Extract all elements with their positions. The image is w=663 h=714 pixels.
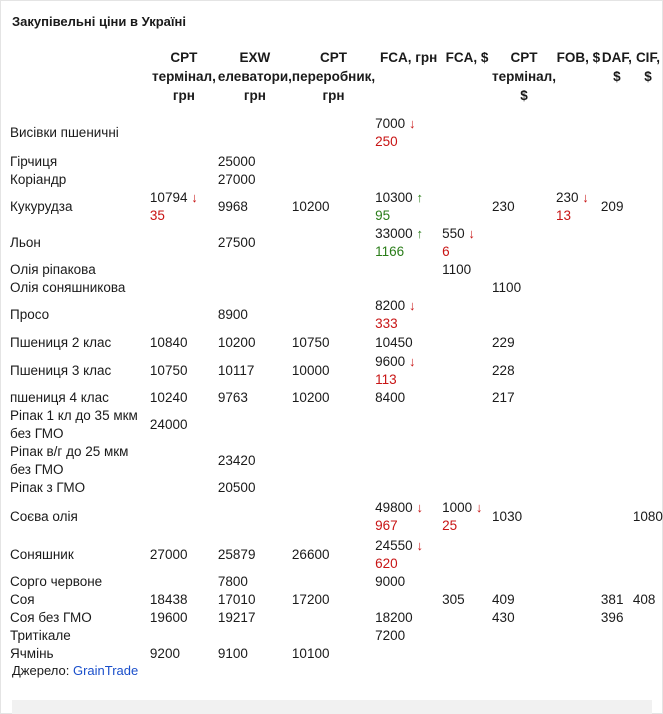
product-name: Ріпак 1 кл до 35 мкм без ГМО — [10, 408, 138, 441]
price-cell — [633, 171, 663, 189]
price-cell — [375, 479, 442, 497]
price-cell — [150, 497, 218, 537]
product-name: пшениця 4 клас — [10, 390, 109, 405]
price-cell — [150, 627, 218, 645]
table-row — [10, 153, 663, 171]
price-cell: 9763 — [217, 390, 248, 405]
price-change: 250 — [375, 134, 398, 149]
price-change: 13 — [555, 208, 571, 223]
price-cell — [292, 261, 375, 279]
price-cell — [556, 171, 601, 189]
table-row — [10, 645, 663, 663]
price-cell: 1030 — [492, 509, 523, 524]
price-cell — [375, 297, 442, 333]
price-cell: 228 — [492, 363, 515, 378]
price-cell: 23420 — [217, 453, 256, 468]
price-cell: 25000 — [217, 154, 256, 169]
price-cell — [442, 627, 492, 645]
price-cell — [601, 537, 633, 573]
product-name: Тритікале — [10, 628, 71, 643]
header-cell: CIF, $ — [635, 50, 660, 84]
price-cell — [601, 389, 633, 407]
price-change: 25 — [442, 518, 458, 533]
price-cell — [292, 171, 375, 189]
price-cell — [375, 537, 442, 573]
price-cell — [601, 261, 633, 279]
price-cell — [601, 153, 633, 171]
price-cell — [375, 443, 442, 479]
price-cell: 381 — [600, 592, 624, 607]
table-row — [10, 537, 663, 573]
price-cell — [375, 497, 442, 537]
price-value: 230 — [555, 190, 579, 205]
price-cell — [442, 407, 492, 443]
price-cell — [292, 609, 375, 627]
price-cell — [556, 627, 601, 645]
price-cell — [150, 261, 218, 279]
price-cell — [292, 297, 375, 333]
price-cell — [375, 225, 442, 261]
price-cell: 27000 — [217, 172, 256, 187]
table-body — [10, 113, 663, 663]
price-cell: 19217 — [217, 610, 256, 625]
price-cell: 209 — [600, 199, 624, 214]
price-cell: 430 — [492, 610, 515, 625]
price-cell: 217 — [492, 390, 515, 405]
price-cell — [556, 297, 601, 333]
table-row — [10, 261, 663, 279]
arrow-down-icon: ↓ — [408, 116, 416, 131]
price-cell: 18200 — [375, 610, 413, 625]
price-cell — [375, 153, 442, 171]
price-cell — [442, 497, 492, 537]
price-value: 550 — [442, 226, 465, 241]
price-cell — [601, 353, 633, 389]
price-cell — [442, 389, 492, 407]
price-cell — [375, 279, 442, 297]
price-cell — [150, 225, 218, 261]
price-cell — [442, 297, 492, 333]
price-cell: 10200 — [291, 390, 330, 405]
product-name: Пшениця 2 клас — [10, 335, 112, 350]
source-label: Джерело: — [12, 663, 70, 678]
arrow-up-icon: ↑ — [416, 226, 423, 241]
price-cell — [492, 153, 556, 171]
price-cell — [150, 113, 218, 153]
price-change: 620 — [375, 556, 398, 571]
price-cell — [442, 443, 492, 479]
product-name: Ріпак з ГМО — [10, 480, 86, 495]
price-cell — [601, 497, 633, 537]
price-cell — [556, 189, 601, 225]
price-cell — [633, 297, 663, 333]
price-cell — [556, 333, 601, 353]
price-cell — [556, 407, 601, 443]
table-row — [10, 407, 663, 443]
price-cell — [442, 189, 492, 225]
price-cell — [601, 279, 633, 297]
product-name: Льон — [10, 235, 41, 250]
arrow-down-icon: ↓ — [408, 354, 416, 369]
price-cell: 10750 — [149, 363, 188, 378]
price-cell — [442, 537, 492, 573]
price-change: 333 — [375, 316, 398, 331]
price-cell: 10750 — [291, 335, 330, 350]
price-cell — [601, 645, 633, 663]
product-name: Коріандр — [10, 172, 67, 187]
price-cell — [556, 225, 601, 261]
price-cell — [556, 591, 601, 609]
table-row — [10, 573, 663, 591]
price-value: 24550 — [375, 538, 413, 553]
price-cell — [633, 261, 663, 279]
price-cell — [150, 189, 218, 225]
price-cell — [375, 645, 442, 663]
price-change: 113 — [375, 372, 397, 387]
arrow-down-icon: ↓ — [416, 500, 423, 515]
price-cell — [442, 645, 492, 663]
price-value: 7000 — [375, 116, 406, 131]
product-name: Сорго червоне — [10, 574, 103, 589]
product-name: Ріпак в/г до 25 мкм без ГМО — [10, 444, 129, 477]
arrow-down-icon: ↓ — [468, 226, 475, 241]
price-cell — [492, 573, 556, 591]
price-cell: 1100 — [442, 262, 472, 277]
price-change: 35 — [149, 208, 165, 223]
price-cell: 9968 — [217, 199, 248, 214]
price-cell — [375, 189, 442, 225]
price-cell — [492, 443, 556, 479]
price-cell — [633, 225, 663, 261]
price-cell — [150, 153, 218, 171]
price-cell: 26600 — [291, 547, 330, 562]
price-cell — [218, 279, 292, 297]
price-cell — [633, 279, 663, 297]
price-cell: 7800 — [217, 574, 248, 589]
price-cell — [556, 389, 601, 407]
arrow-down-icon: ↓ — [408, 298, 416, 313]
price-cell — [442, 113, 492, 153]
price-cell — [633, 479, 663, 497]
price-cell — [292, 479, 375, 497]
price-cell — [601, 225, 633, 261]
price-cell: 10200 — [217, 335, 256, 350]
price-cell: 27500 — [217, 235, 256, 250]
table-row — [10, 189, 663, 225]
price-cell — [556, 113, 601, 153]
price-cell — [492, 261, 556, 279]
price-cell — [218, 261, 292, 279]
price-change: 1166 — [375, 244, 405, 259]
price-cell — [601, 113, 633, 153]
table-row — [10, 353, 663, 389]
price-cell: 9200 — [149, 646, 180, 661]
price-cell — [442, 609, 492, 627]
product-name: Олія ріпакова — [10, 262, 96, 277]
price-cell: 10840 — [149, 335, 188, 350]
price-cell — [556, 645, 601, 663]
table-row — [10, 497, 663, 537]
product-name: Гірчиця — [10, 154, 58, 169]
price-cell — [601, 573, 633, 591]
table-row — [10, 113, 663, 153]
price-cell — [601, 479, 633, 497]
price-cell: 229 — [492, 335, 515, 350]
price-cell — [633, 609, 663, 627]
table-row — [10, 627, 663, 645]
price-cell — [375, 261, 442, 279]
price-cell: 10117 — [217, 363, 255, 378]
table-row — [10, 609, 663, 627]
header-cell: CPT переробник, грн — [291, 50, 376, 103]
price-cell: 17010 — [217, 592, 256, 607]
table-row — [10, 225, 663, 261]
price-cell — [492, 113, 556, 153]
price-cell — [633, 389, 663, 407]
price-value: 1000 — [442, 500, 473, 515]
price-cell — [492, 537, 556, 573]
price-cell: 20500 — [217, 480, 256, 495]
price-cell — [633, 537, 663, 573]
arrow-down-icon: ↓ — [475, 500, 483, 515]
price-value: 8200 — [375, 298, 406, 313]
price-cell: 25879 — [217, 547, 256, 562]
price-cell — [556, 479, 601, 497]
table-row — [10, 591, 663, 609]
price-cell: 8400 — [375, 390, 406, 405]
price-cell — [442, 279, 492, 297]
price-cell — [633, 627, 663, 645]
price-cell — [292, 279, 375, 297]
price-cell: 9100 — [217, 646, 248, 661]
price-cell — [492, 225, 556, 261]
price-cell — [601, 297, 633, 333]
price-cell — [442, 225, 492, 261]
price-change: 95 — [375, 208, 391, 223]
header-cell: DAF, $ — [601, 50, 632, 84]
price-cell — [492, 479, 556, 497]
header-cell: FOB, $ — [556, 50, 601, 65]
price-cell — [442, 573, 492, 591]
price-cell — [601, 627, 633, 645]
price-cell: 396 — [600, 610, 624, 625]
price-cell: 10240 — [149, 390, 188, 405]
price-cell: 409 — [492, 592, 515, 607]
product-name: Кукурудза — [10, 199, 73, 214]
price-cell — [150, 297, 218, 333]
price-cell — [375, 171, 442, 189]
price-cell: 18438 — [149, 592, 188, 607]
source-line — [12, 663, 138, 678]
price-cell — [601, 443, 633, 479]
price-change: 967 — [375, 518, 398, 533]
price-cell — [292, 153, 375, 171]
price-cell — [556, 279, 601, 297]
price-cell — [492, 407, 556, 443]
header-cell: FCA, $ — [445, 50, 489, 65]
price-cell — [442, 353, 492, 389]
price-change: 6 — [442, 244, 450, 259]
price-cell — [492, 171, 556, 189]
price-cell: 19600 — [149, 610, 188, 625]
table-row — [10, 389, 663, 407]
table-row — [10, 279, 663, 297]
price-cell — [633, 333, 663, 353]
price-value: 10300 — [375, 190, 413, 205]
price-cell: 10000 — [291, 363, 330, 378]
page-title: Закупівельні ціни в Україні — [12, 14, 187, 29]
price-cell — [556, 573, 601, 591]
price-cell — [556, 497, 601, 537]
price-cell — [150, 443, 218, 479]
price-cell: 27000 — [149, 547, 188, 562]
header-cell: EXW елеватори, грн — [217, 50, 292, 103]
price-cell: 8900 — [217, 307, 248, 322]
table-header-row — [10, 48, 663, 113]
price-cell — [556, 153, 601, 171]
product-name: Просо — [10, 307, 50, 322]
product-name: Соєва олія — [10, 509, 78, 524]
product-name: Олія соняшникова — [10, 280, 126, 295]
source-link[interactable]: GrainTrade — [72, 663, 139, 678]
product-name: Соя — [10, 592, 35, 607]
price-cell — [218, 627, 292, 645]
price-cell: 230 — [492, 199, 515, 214]
price-cell — [442, 153, 492, 171]
header-cell: CPT термінал, $ — [492, 50, 556, 103]
arrow-down-icon: ↓ — [191, 190, 198, 205]
price-cell — [556, 443, 601, 479]
price-cell — [150, 171, 218, 189]
price-cell — [218, 497, 292, 537]
price-cell — [442, 171, 492, 189]
price-value: 33000 — [375, 226, 413, 241]
price-cell — [218, 113, 292, 153]
price-cell — [442, 333, 492, 353]
price-cell — [292, 407, 375, 443]
price-cell — [292, 443, 375, 479]
price-cell — [633, 645, 663, 663]
price-cell: 10200 — [291, 199, 330, 214]
header-cell: CPT термінал, грн — [151, 50, 216, 103]
price-cell: 10100 — [291, 646, 330, 661]
price-cell — [492, 297, 556, 333]
price-cell — [375, 407, 442, 443]
price-cell: 24000 — [149, 417, 188, 432]
header-cell: FCA, грн — [379, 50, 438, 65]
price-cell: 305 — [442, 592, 465, 607]
price-cell — [556, 609, 601, 627]
price-cell — [601, 171, 633, 189]
table-row — [10, 171, 663, 189]
price-cell — [292, 497, 375, 537]
price-cell: 7200 — [375, 628, 406, 643]
product-name: Соя без ГМО — [10, 610, 92, 625]
price-cell — [633, 113, 663, 153]
header-product — [10, 48, 150, 113]
price-cell — [601, 407, 633, 443]
price-value: 49800 — [375, 500, 413, 515]
price-cell — [150, 279, 218, 297]
arrow-down-icon: ↓ — [582, 190, 589, 205]
price-cell: 408 — [632, 592, 656, 607]
price-cell — [633, 189, 663, 225]
price-cell — [375, 353, 442, 389]
price-cell — [633, 153, 663, 171]
price-cell — [633, 353, 663, 389]
price-cell: 10450 — [375, 335, 413, 350]
product-name: Висівки пшеничні — [10, 125, 119, 140]
product-name: Соняшник — [10, 547, 74, 562]
price-cell — [633, 407, 663, 443]
table-row — [10, 333, 663, 353]
price-cell — [218, 407, 292, 443]
price-cell: 1100 — [492, 280, 522, 295]
price-cell: 17200 — [291, 592, 330, 607]
price-value: 9600 — [375, 354, 406, 369]
price-cell: 9000 — [375, 574, 406, 589]
price-cell — [292, 573, 375, 591]
price-cell — [292, 225, 375, 261]
prices-table — [10, 48, 663, 663]
price-cell — [556, 537, 601, 573]
price-value: 10794 — [149, 190, 188, 205]
price-cell — [150, 573, 218, 591]
price-cell — [556, 353, 601, 389]
price-cell — [375, 591, 442, 609]
price-cell — [633, 573, 663, 591]
product-name: Ячмінь — [10, 646, 54, 661]
price-cell — [292, 113, 375, 153]
arrow-up-icon: ↑ — [416, 190, 423, 205]
price-cell — [375, 113, 442, 153]
product-name: Пшениця 3 клас — [10, 363, 112, 378]
price-cell — [556, 261, 601, 279]
price-cell — [150, 479, 218, 497]
price-cell — [492, 627, 556, 645]
price-cell — [442, 479, 492, 497]
price-cell — [492, 645, 556, 663]
footer-bar — [12, 700, 652, 714]
table-row — [10, 297, 663, 333]
arrow-down-icon: ↓ — [416, 538, 423, 553]
price-cell: 1080 — [632, 509, 663, 524]
price-cell — [601, 333, 633, 353]
price-cell — [292, 627, 375, 645]
price-cell — [633, 443, 663, 479]
table-row — [10, 479, 663, 497]
table-row — [10, 443, 663, 479]
